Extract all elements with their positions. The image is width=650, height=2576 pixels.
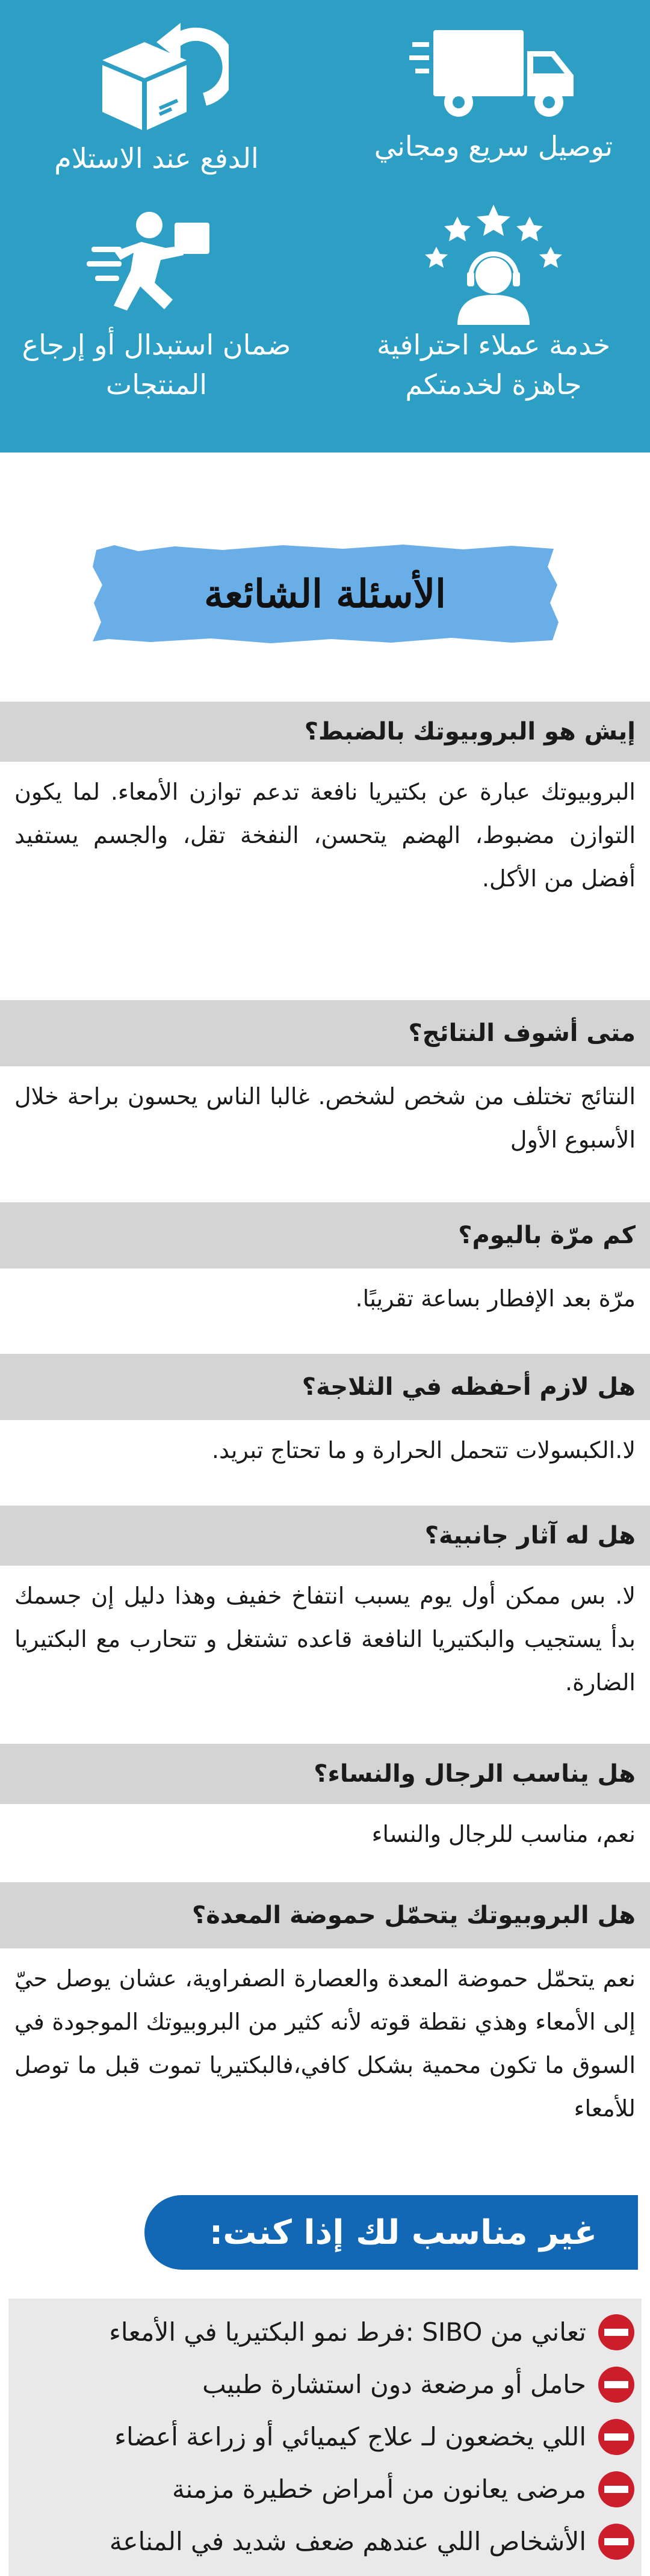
list-item: [8, 2515, 642, 2568]
feature-label: خدمة عملاء احترافية: [376, 329, 611, 361]
faq-answer: مرّة بعد الإفطار بساعة تقريبًا.: [355, 1285, 636, 1312]
delivery-truck-icon: [409, 18, 578, 126]
not-suitable-title: غير مناسب لك إذا كنت:: [144, 2195, 638, 2270]
list-item-text: حامل أو مرضعة دون استشارة طبيب: [202, 2370, 586, 2399]
faq-answer: لا. بس ممكن أول يوم يسبب انتفاخ خفيف وهذا دليل إن جسمك بدأ يستجيب والبكتيريا النافعة قاعده تشتغل و تتحارب مع البكتيريا الضارة.: [14, 1583, 636, 1696]
feature-label: توصيل سريع ومجاني: [374, 130, 613, 162]
list-item: [8, 2306, 642, 2358]
faq-question: هل البروبيوتك يتحمّل حموضة المعدة؟: [0, 1882, 650, 1948]
feature-label: الدفع عند الاستلام: [54, 142, 259, 175]
feature-cash-on-delivery: [6, 18, 307, 178]
faq-question: هل لازم أحفظه في الثلاجة؟: [0, 1354, 650, 1420]
no-entry-icon: [597, 2313, 636, 2352]
feature-label: المنتجات: [105, 368, 208, 401]
no-entry-icon: [597, 2418, 636, 2456]
faq-answer: البروبيوتك عبارة عن بكتيريا نافعة تدعم توازن الأمعاء. لما يكون التوازن مضبوط، الهضم يتحسن، النفخة تقل، والجسم يستفيد أفضل من الأكل.: [14, 779, 636, 892]
faq-question: إيش هو البروبيوتك بالضبط؟: [0, 702, 650, 762]
running-return-icon: [84, 205, 229, 325]
list-item-text: الأشخاص اللي عندهم ضعف شديد في المناعة: [109, 2527, 586, 2556]
feature-return-guarantee: [6, 205, 307, 404]
feature-label: ضمان استبدال أو إرجاع: [22, 329, 291, 361]
feature-fast-delivery: [343, 18, 644, 166]
faq-answer: لا.الكبسولات تتحمل الحرارة و ما تحتاج تبريد.: [211, 1437, 636, 1463]
no-entry-icon: [597, 2365, 636, 2404]
feature-customer-service: [343, 205, 644, 404]
faq-question: هل يناسب الرجال والنساء؟: [0, 1744, 650, 1804]
list-item-text: تعاني من SIBO :فرط نمو البكتيريا في الأمعاء: [109, 2317, 586, 2347]
faq-question: متى أشوف النتائج؟: [0, 1000, 650, 1066]
faq-question: كم مرّة باليوم؟: [0, 1202, 650, 1268]
faq-question: هل له آثار جانبية؟: [0, 1506, 650, 1566]
faq-answer: نعم، مناسب للرجال والنساء: [371, 1821, 636, 1847]
no-entry-icon: [597, 2470, 636, 2509]
faq-list: [0, 702, 650, 2183]
list-item-text: مرضى يعانون من أمراض خطيرة مزمنة: [172, 2474, 586, 2504]
features-band: [0, 0, 650, 452]
not-suitable-list: [8, 2299, 642, 2576]
cash-on-delivery-box-icon: [84, 18, 229, 138]
feature-label: جاهزة لخدمتكم: [405, 368, 582, 401]
faq-title: الأسئلة الشائعة: [204, 571, 446, 617]
faq-answer: نعم يتحمّل حموضة المعدة والعصارة الصفراوية، عشان يوصل حيّ إلى الأمعاء وهذي نقطة قوته لأنه كثير من البروبيوتك الموجودة في السوق ما تكون محمية بشكل كافي،فالبكتيريا تموت قبل ما توصل للأمعاء: [14, 1965, 636, 2122]
list-item-text: اللي يخضعون لـ علاج كيميائي أو زراعة أعضاء: [114, 2422, 586, 2451]
list-item: [8, 2358, 642, 2411]
not-suitable-header: [0, 2183, 650, 2285]
customer-service-stars-icon: [421, 205, 566, 325]
faq-title-area: [0, 452, 650, 702]
list-item: [8, 2463, 642, 2515]
no-entry-icon: [597, 2522, 636, 2561]
faq-answer: النتائج تختلف من شخص لشخص. غالبا الناس يحسون براحة خلال الأسبوع الأول: [14, 1083, 636, 1153]
list-item: [8, 2411, 642, 2463]
